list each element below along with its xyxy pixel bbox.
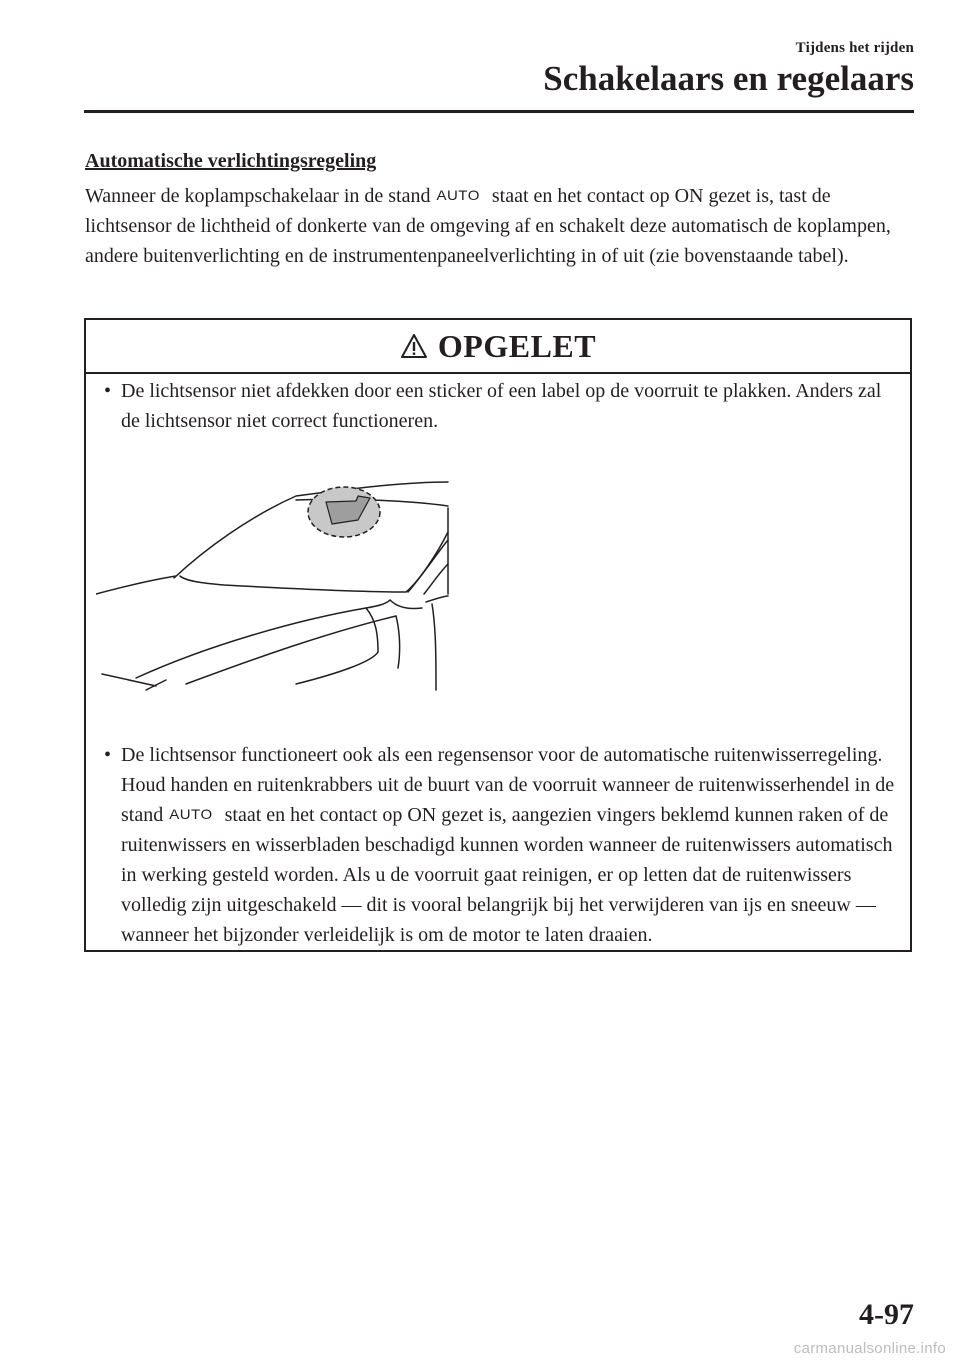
section-title: Schakelaars en regelaars (543, 59, 914, 98)
main-content (85, 150, 915, 271)
warning-triangle-icon (400, 332, 428, 360)
bullet-2-text-2: staat en het contact op ON gezet is, aangezien vingers beklemd kunnen raken of de ruitenwissers en wisserbladen beschadigd kunnen worden wanneer de ruitenwissers automatisch in werking gesteld worden. Als u de voorruit gaat reinigen, er op letten dat de ruitenwissers volledig zijn uitgeschakeld ― dit is vooral belangrijk bij het verwijderen van ijs en sneeuw ― wanneer het bijzonder verleidelijk is om de motor te laten draaien. (121, 804, 893, 946)
bullet-2-text-1: De lichtsensor functioneert ook als een regensensor voor de automatische ruitenwisserregeling. Houd handen en ruitenkrabbers uit de buurt van de voorruit wanneer de ruitenwisserhendel in de stand (121, 744, 895, 826)
intro-text-1: Wanneer de koplampschakelaar in de stand (85, 185, 431, 207)
bullet-marker: • (104, 744, 112, 766)
caution-header (86, 320, 910, 374)
auto-wiper-symbol: AUTO (169, 806, 213, 823)
watermark: carmanualsonline.info (793, 1340, 946, 1357)
caution-box (84, 318, 912, 952)
chapter-title: Tijdens het rijden (795, 40, 914, 56)
subheading: Automatische verlichtingsregeling (85, 150, 377, 172)
bullet-2-text (121, 740, 896, 950)
intro-paragraph (85, 181, 915, 271)
caution-bullet-1 (104, 376, 896, 436)
bullet-marker: • (104, 380, 112, 402)
windshield-light-sensor-illustration (96, 468, 468, 698)
caution-title: OPGELET (437, 327, 597, 364)
bullet-1-text: De lichtsensor niet afdekken door een sticker of een label op de voorruit te plakken. Anders zal de lichtsensor niet correct functioneren. (121, 380, 882, 432)
page-header (543, 40, 914, 98)
auto-switch-symbol: AUTO (436, 187, 480, 204)
caution-bullet-2 (104, 740, 896, 950)
page-number: 4-97 (859, 1298, 914, 1331)
header-divider (84, 110, 914, 113)
intro-text-2: staat en het contact op ON gezet is, tast de lichtsensor de lichtheid of donkerte van de omgeving af en schakelt deze automatisch de koplampen, andere buitenverlichting en de instrumentenpaneelverlichting in of uit (zie bovenstaande tabel). (85, 185, 891, 267)
